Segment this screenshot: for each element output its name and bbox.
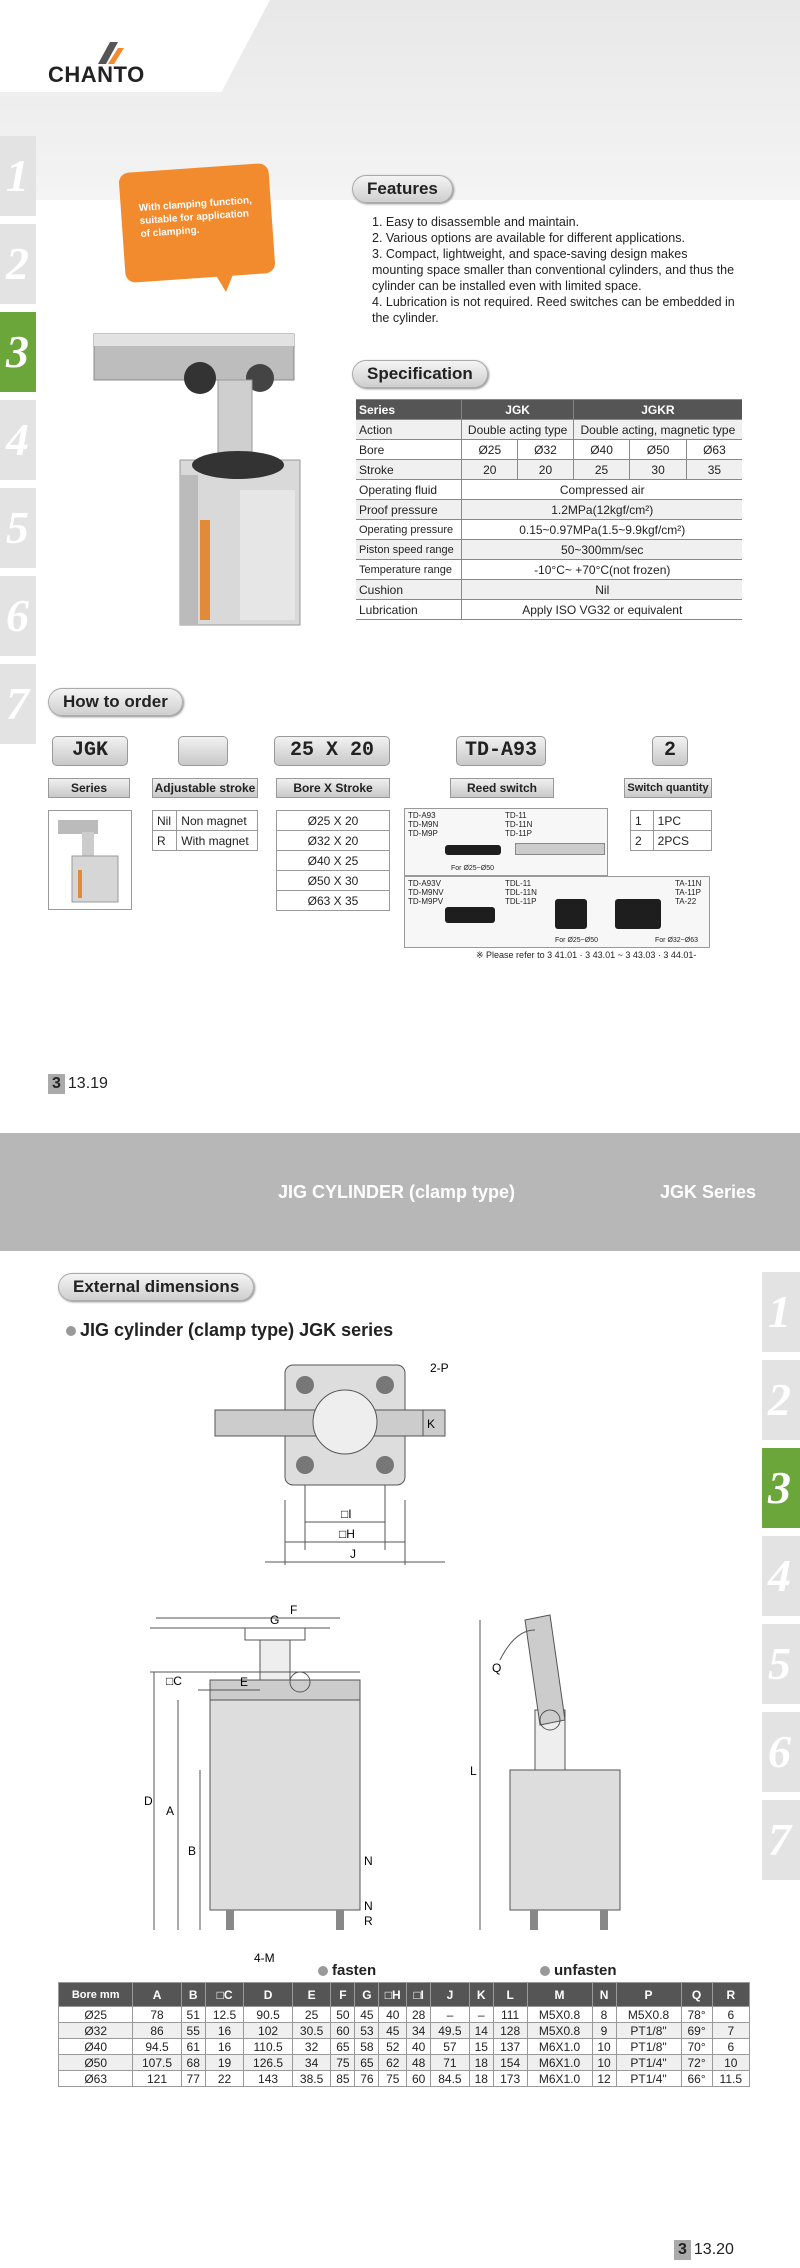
table-cell: 154	[493, 2055, 527, 2071]
table-cell: 11.5	[712, 2071, 749, 2087]
brand-logo: CHANTO	[48, 62, 145, 87]
chapter-tab-7[interactable]: 7	[762, 1800, 800, 1880]
option-code: R	[153, 831, 177, 851]
dim-label: G	[270, 1613, 280, 1627]
switch-panel-bottom	[404, 876, 710, 948]
switch-model: TD-11N	[505, 820, 533, 829]
unfasten-label	[540, 1962, 617, 1979]
spec-cell: 25	[573, 460, 630, 480]
option-label: 2PCS	[653, 831, 711, 851]
switch-model: TDL-11P	[505, 897, 537, 906]
top-view-drawing	[205, 1360, 465, 1570]
table-row	[59, 2071, 750, 2087]
table-cell: 10	[592, 2039, 616, 2055]
bore-option: Ø25 X 20	[277, 811, 390, 831]
dim-label: D	[144, 1794, 153, 1808]
spec-cell: 50~300mm/sec	[462, 540, 742, 560]
page-number: 13.19	[67, 1075, 108, 1092]
bore-option: Ø50 X 30	[277, 871, 390, 891]
table-cell: PT1/8"	[616, 2023, 681, 2039]
label-adjustable-stroke: Adjustable stroke	[152, 778, 258, 798]
switch-model: TD-A93V	[408, 879, 441, 888]
switch-model: TD-11P	[505, 829, 532, 838]
switch-model: TD-M9P	[408, 829, 438, 838]
column-header: R	[712, 1983, 749, 2007]
table-cell: 18	[469, 2055, 493, 2071]
dim-label: L	[470, 1764, 477, 1778]
spec-cell: Apply ISO VG32 or equivalent	[462, 600, 742, 620]
spec-cell: Ø25	[462, 440, 518, 460]
bore-option: Ø32 X 20	[277, 831, 390, 851]
table-cell: 77	[181, 2071, 205, 2087]
series-thumbnail	[48, 810, 132, 910]
spec-cell: 1.2MPa(12kgf/cm²)	[462, 500, 742, 520]
unfasten-text: unfasten	[554, 1962, 617, 1979]
table-cell: Ø50	[59, 2055, 133, 2071]
table-cell: 65	[331, 2039, 355, 2055]
table-cell: 40	[407, 2039, 431, 2055]
table-cell: 10	[712, 2055, 749, 2071]
side-view-drawing	[470, 1600, 670, 1970]
table-row	[59, 2007, 750, 2023]
option-code: Nil	[153, 811, 177, 831]
table-cell: 40	[379, 2007, 407, 2023]
chapter-tab-4[interactable]: 4	[0, 400, 36, 480]
table-cell: 14	[469, 2023, 493, 2039]
table-cell: 6	[712, 2007, 749, 2023]
column-header: D	[244, 1983, 292, 2007]
fasten-text: fasten	[332, 1962, 377, 1979]
spec-cell: Double acting type	[462, 420, 573, 440]
dim-label: □I	[341, 1507, 352, 1521]
column-header: L	[493, 1983, 527, 2007]
dim-label: □C	[166, 1674, 182, 1688]
table-cell: 57	[431, 2039, 470, 2055]
page-number: 13.20	[693, 2241, 734, 2258]
logo-mark-icon	[90, 42, 126, 64]
switch-panel-top	[404, 808, 608, 876]
chapter-tab-6[interactable]: 6	[762, 1712, 800, 1792]
table-cell: –	[469, 2007, 493, 2023]
switch-model: TDL-11N	[505, 888, 537, 897]
column-header: □C	[205, 1983, 244, 2007]
table-cell: 49.5	[431, 2023, 470, 2039]
order-code-bore-stroke: 25 X 20	[274, 736, 390, 766]
table-cell: 66°	[681, 2071, 712, 2087]
table-cell: 16	[205, 2023, 244, 2039]
table-cell: 71	[431, 2055, 470, 2071]
chapter-tab-4[interactable]: 4	[762, 1536, 800, 1616]
column-header: B	[181, 1983, 205, 2007]
spec-cell: 0.15~0.97MPa(1.5~9.9kgf/cm²)	[462, 520, 742, 540]
table-cell: 137	[493, 2039, 527, 2055]
specification-table	[356, 399, 742, 620]
table-cell: 6	[712, 2039, 749, 2055]
table-cell: PT1/4"	[616, 2071, 681, 2087]
table-cell: 10	[592, 2055, 616, 2071]
front-view-drawing	[140, 1600, 440, 1970]
dim-label: B	[188, 1844, 197, 1858]
column-header: Q	[681, 1983, 712, 2007]
label-series: Series	[48, 778, 130, 798]
switch-model: TD-A93	[408, 811, 436, 820]
bore-option: Ø63 X 35	[277, 891, 390, 911]
order-code-series: JGK	[52, 736, 128, 766]
table-cell: 53	[355, 2023, 379, 2039]
table-cell: 84.5	[431, 2071, 470, 2087]
label-reed-switch: Reed switch	[450, 778, 554, 798]
external-dimensions-heading: External dimensions	[58, 1273, 254, 1301]
column-header: A	[133, 1983, 181, 2007]
switch-sensor-image	[445, 907, 495, 923]
table-cell: PT1/8"	[616, 2039, 681, 2055]
spec-cell: Operating fluid	[356, 480, 462, 500]
option-code: 1	[631, 811, 654, 831]
bore-stroke-table	[276, 810, 390, 911]
table-cell: 75	[379, 2071, 407, 2087]
dim-label: R	[364, 1914, 373, 1928]
switch-model: TDL-11	[505, 879, 532, 888]
chapter-tab-2[interactable]: 2	[762, 1360, 800, 1440]
table-cell: 70°	[681, 2039, 712, 2055]
dim-label: 2-P	[430, 1361, 449, 1375]
table-cell: PT1/4"	[616, 2055, 681, 2071]
table-cell: 12	[592, 2071, 616, 2087]
table-cell: 22	[205, 2071, 244, 2087]
table-cell: 69°	[681, 2023, 712, 2039]
chapter-tab-3[interactable]: 3	[0, 312, 36, 392]
dimension-table	[58, 1982, 750, 2087]
column-header: F	[331, 1983, 355, 2007]
column-header: Bore mm	[59, 1983, 133, 2007]
column-header: G	[355, 1983, 379, 2007]
switch-model: TA-11P	[675, 888, 701, 897]
option-code: 2	[631, 831, 654, 851]
switch-sensor-image	[615, 899, 661, 929]
column-header: P	[616, 1983, 681, 2007]
chapter-tab-7[interactable]: 7	[0, 664, 36, 744]
column-header: N	[592, 1983, 616, 2007]
table-cell: 76	[355, 2071, 379, 2087]
option-label: Non magnet	[177, 811, 258, 831]
feature-item: 1. Easy to disassemble and maintain.	[372, 215, 580, 229]
table-cell: 65	[355, 2055, 379, 2071]
table-cell: 19	[205, 2055, 244, 2071]
table-cell: Ø63	[59, 2071, 133, 2087]
spec-cell: Series	[356, 400, 462, 420]
switch-model: TD-11	[505, 811, 527, 820]
table-cell: 9	[592, 2023, 616, 2039]
table-cell: 58	[355, 2039, 379, 2055]
table-cell: 30.5	[292, 2023, 331, 2039]
table-cell: 62	[379, 2055, 407, 2071]
page-number-1	[48, 1074, 108, 1094]
spec-cell: Compressed air	[462, 480, 742, 500]
spec-cell: Stroke	[356, 460, 462, 480]
spec-cell: Nil	[462, 580, 742, 600]
spec-cell: -10°C~ +70°C(not frozen)	[462, 560, 742, 580]
table-row	[59, 2039, 750, 2055]
spec-cell: 30	[630, 460, 687, 480]
column-header: □H	[379, 1983, 407, 2007]
table-cell: 51	[181, 2007, 205, 2023]
bullet-icon	[66, 1326, 76, 1336]
order-code-qty: 2	[652, 736, 688, 766]
dim-label: F	[290, 1603, 298, 1617]
dim-label: Q	[492, 1661, 502, 1675]
chapter-tab-6[interactable]: 6	[0, 576, 36, 656]
table-cell: 8	[592, 2007, 616, 2023]
specification-heading: Specification	[352, 360, 488, 388]
spec-cell: Cushion	[356, 580, 462, 600]
table-cell: 72°	[681, 2055, 712, 2071]
spec-cell: Proof pressure	[356, 500, 462, 520]
chapter-tab-1[interactable]: 1	[0, 136, 36, 216]
dim-label: □H	[339, 1527, 355, 1541]
chapter-tab-5[interactable]: 5	[762, 1624, 800, 1704]
dim-label: A	[166, 1804, 175, 1818]
spec-cell: 20	[462, 460, 518, 480]
features-heading: Features	[352, 175, 453, 203]
order-code-switch: TD-A93	[456, 736, 546, 766]
feature-item: 3. Compact, lightweight, and space-saving design makes mounting space smaller than conventional cylinders, and thus the cylinder can be installed even with limited space.	[372, 247, 735, 293]
spec-cell: JGKR	[573, 400, 742, 420]
order-code-stroke	[178, 736, 228, 766]
table-header-row	[59, 1983, 750, 2007]
table-cell: 45	[355, 2007, 379, 2023]
table-row	[59, 2055, 750, 2071]
switch-sensor-image	[555, 899, 587, 929]
spec-cell: Double acting, magnetic type	[573, 420, 742, 440]
spec-cell: JGK	[462, 400, 573, 420]
bore-option: Ø40 X 25	[277, 851, 390, 871]
switch-sensor-image	[515, 843, 605, 855]
table-cell: 7	[712, 2023, 749, 2039]
spec-cell: 20	[518, 460, 574, 480]
switch-model: TA-22	[675, 897, 697, 906]
table-cell: M5X0.8	[616, 2007, 681, 2023]
chapter-badge: 3	[48, 1074, 65, 1094]
table-row	[59, 2023, 750, 2039]
table-cell: 38.5	[292, 2071, 331, 2087]
option-label: With magnet	[177, 831, 258, 851]
spec-cell: Ø63	[686, 440, 742, 460]
chapter-badge: 3	[674, 2240, 691, 2260]
table-cell: 34	[292, 2055, 331, 2071]
switch-model: TD-M9N	[408, 820, 439, 829]
label-bore-stroke: Bore X Stroke	[276, 778, 390, 798]
table-cell: M5X0.8	[527, 2023, 592, 2039]
dim-label: N	[364, 1899, 373, 1913]
column-header: E	[292, 1983, 331, 2007]
spec-cell: Ø32	[518, 440, 574, 460]
table-cell: Ø40	[59, 2039, 133, 2055]
table-cell: Ø25	[59, 2007, 133, 2023]
table-cell: 45	[379, 2023, 407, 2039]
spec-cell: Piston speed range	[356, 540, 462, 560]
quantity-option-table	[630, 810, 712, 851]
table-cell: 173	[493, 2071, 527, 2087]
spec-cell: Bore	[356, 440, 462, 460]
chapter-tab-1[interactable]: 1	[762, 1272, 800, 1352]
drawing-subtitle-text: JIG cylinder (clamp type) JGK series	[80, 1320, 394, 1340]
reference-note: ※ Please refer to 3 41.01 · 3 43.01 ~ 3 43.03 · 3 44.01-	[476, 950, 697, 960]
table-cell: 61	[181, 2039, 205, 2055]
section-title: JIG CYLINDER (clamp type)	[278, 1182, 516, 1202]
chapter-tab-5[interactable]: 5	[0, 488, 36, 568]
fasten-label	[318, 1962, 376, 1979]
chapter-tab-2[interactable]: 2	[0, 224, 36, 304]
table-cell: –	[431, 2007, 470, 2023]
chapter-tab-3[interactable]: 3	[762, 1448, 800, 1528]
series-title: JGK Series	[660, 1182, 757, 1202]
switch-bore-range: For Ø32~Ø63	[655, 937, 698, 944]
table-cell: 34	[407, 2023, 431, 2039]
column-header: K	[469, 1983, 493, 2007]
drawing-subtitle	[66, 1320, 393, 1341]
table-cell: 107.5	[133, 2055, 181, 2071]
how-to-order-heading: How to order	[48, 688, 183, 716]
table-cell: 52	[379, 2039, 407, 2055]
switch-model: TA-11N	[675, 879, 702, 888]
table-cell: 102	[244, 2023, 292, 2039]
label-switch-quantity: Switch quantity	[624, 778, 712, 798]
table-cell: 85	[331, 2071, 355, 2087]
table-cell: 32	[292, 2039, 331, 2055]
table-cell: 128	[493, 2023, 527, 2039]
column-header: □I	[407, 1983, 431, 2007]
clamping-callout: With clamping function, suitable for application of clamping.	[118, 163, 275, 283]
table-cell: 55	[181, 2023, 205, 2039]
jgk-cylinder-image	[80, 320, 330, 630]
page-number-2	[674, 2240, 734, 2260]
spec-cell: 35	[686, 460, 742, 480]
switch-model: TD-M9NV	[408, 888, 444, 897]
switch-model: TD-M9PV	[408, 897, 444, 906]
table-cell: 48	[407, 2055, 431, 2071]
table-cell: 68	[181, 2055, 205, 2071]
table-cell: 25	[292, 2007, 331, 2023]
table-cell: 12.5	[205, 2007, 244, 2023]
dim-label: E	[240, 1675, 249, 1689]
feature-item: 2. Various options are available for different applications.	[372, 231, 685, 245]
dim-label: N	[364, 1854, 373, 1868]
table-cell: 18	[469, 2071, 493, 2087]
table-cell: 16	[205, 2039, 244, 2055]
option-label: 1PC	[653, 811, 711, 831]
switch-bore-range: For Ø25~Ø50	[555, 937, 598, 944]
dim-label: 4-M	[254, 1951, 275, 1965]
table-cell: 90.5	[244, 2007, 292, 2023]
spec-cell: Temperature range	[356, 560, 462, 580]
feature-item: 4. Lubrication is not required. Reed switches can be embedded in the cylinder.	[372, 295, 735, 325]
table-cell: M5X0.8	[527, 2007, 592, 2023]
bullet-icon	[540, 1966, 550, 1976]
table-cell: 143	[244, 2071, 292, 2087]
table-cell: M6X1.0	[527, 2039, 592, 2055]
table-cell: 28	[407, 2007, 431, 2023]
table-cell: Ø32	[59, 2023, 133, 2039]
spec-cell: Action	[356, 420, 462, 440]
table-cell: M6X1.0	[527, 2071, 592, 2087]
dim-label: J	[350, 1547, 356, 1561]
column-header: M	[527, 1983, 592, 2007]
switch-sensor-image	[445, 845, 501, 855]
spec-cell: Ø50	[630, 440, 687, 460]
table-cell: 110.5	[244, 2039, 292, 2055]
table-cell: 94.5	[133, 2039, 181, 2055]
spec-cell: Lubrication	[356, 600, 462, 620]
table-cell: 75	[331, 2055, 355, 2071]
table-cell: 78	[133, 2007, 181, 2023]
table-cell: 15	[469, 2039, 493, 2055]
spec-cell: Operating pressure	[356, 520, 462, 540]
switch-bore-range: For Ø25~Ø50	[451, 865, 494, 872]
dim-label: K	[427, 1417, 436, 1431]
bullet-icon	[318, 1966, 328, 1976]
table-cell: 50	[331, 2007, 355, 2023]
stroke-option-table	[152, 810, 258, 851]
table-cell: 126.5	[244, 2055, 292, 2071]
column-header: J	[431, 1983, 470, 2007]
table-cell: 121	[133, 2071, 181, 2087]
table-cell: 78°	[681, 2007, 712, 2023]
table-cell: 60	[407, 2071, 431, 2087]
table-cell: 111	[493, 2007, 527, 2023]
table-cell: 60	[331, 2023, 355, 2039]
table-cell: M6X1.0	[527, 2055, 592, 2071]
table-cell: 86	[133, 2023, 181, 2039]
features-list	[356, 214, 736, 326]
spec-cell: Ø40	[573, 440, 630, 460]
